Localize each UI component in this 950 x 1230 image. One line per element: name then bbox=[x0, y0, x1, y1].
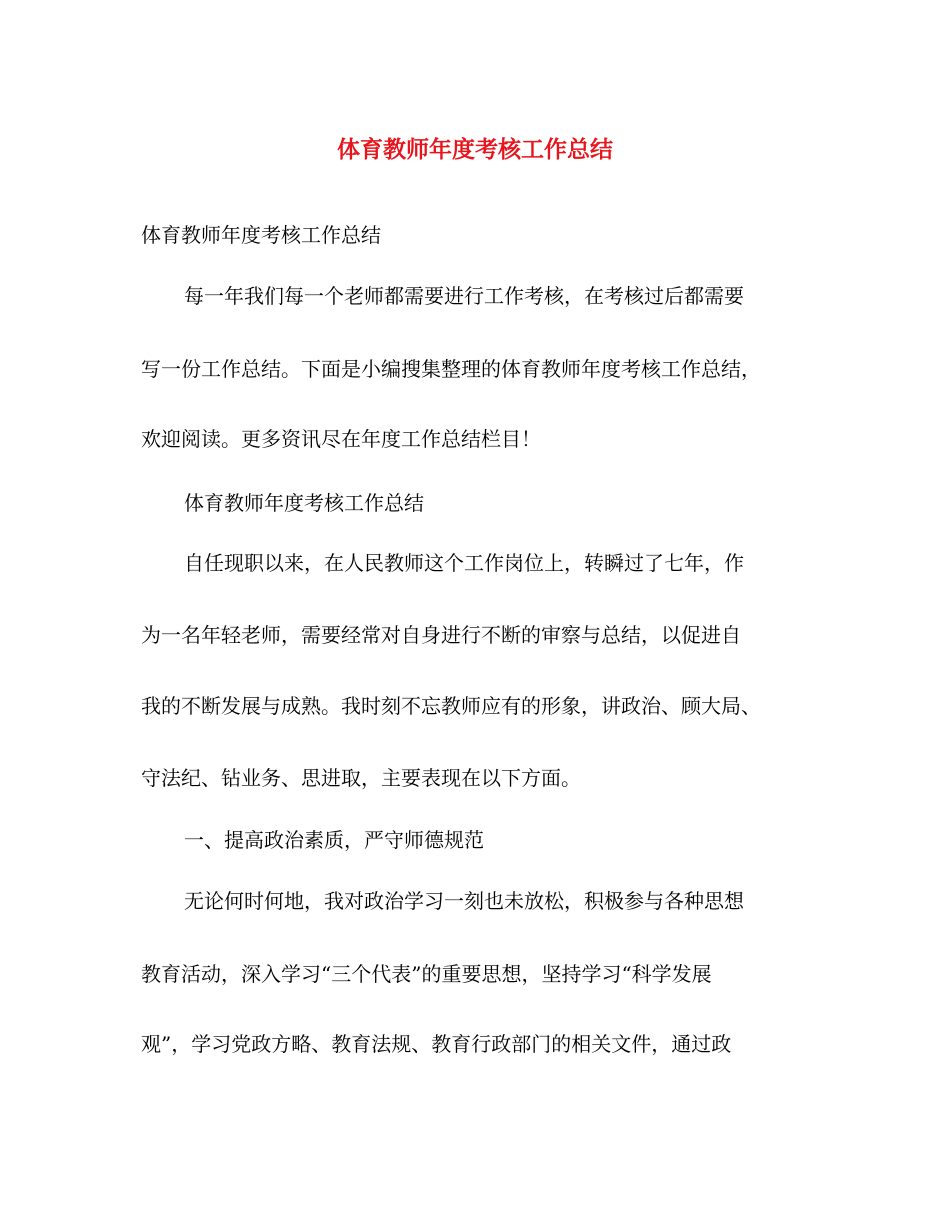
paragraph-line: 守法纪、钻业务、思进取，主要表现在以下方面。 bbox=[141, 766, 581, 790]
paragraph-line: 我的不断发展与成熟。我时刻不忘教师应有的形象，讲政治、顾大局、 bbox=[141, 694, 761, 718]
paragraph-line: 教育活动，深入学习“三个代表”的重要思想，坚持学习“科学发展 bbox=[141, 962, 712, 986]
paragraph-line: 每一年我们每一个老师都需要进行工作考核，在考核过后都需要 bbox=[184, 284, 744, 308]
subtitle-line: 体育教师年度考核工作总结 bbox=[141, 223, 381, 247]
paragraph-line: 写一份工作总结。下面是小编搜集整理的体育教师年度考核工作总结， bbox=[141, 357, 761, 381]
paragraph-line: 为一名年轻老师，需要经常对自身进行不断的审察与总结，以促进自 bbox=[141, 623, 741, 647]
paragraph-line: 自任现职以来，在人民教师这个工作岗位上，转瞬过了七年，作 bbox=[184, 551, 744, 575]
section-heading: 体育教师年度考核工作总结 bbox=[184, 491, 424, 515]
paragraph-line: 欢迎阅读。更多资讯尽在年度工作总结栏目！ bbox=[141, 427, 541, 451]
document-title: 体育教师年度考核工作总结 bbox=[337, 136, 613, 163]
paragraph-line: 无论何时何地，我对政治学习一刻也未放松，积极参与各种思想 bbox=[184, 889, 744, 913]
paragraph-line: 观”，学习党政方略、教育法规、教育行政部门的相关文件，通过政 bbox=[141, 1032, 732, 1056]
section-heading: 一、提高政治素质，严守师德规范 bbox=[184, 828, 484, 852]
